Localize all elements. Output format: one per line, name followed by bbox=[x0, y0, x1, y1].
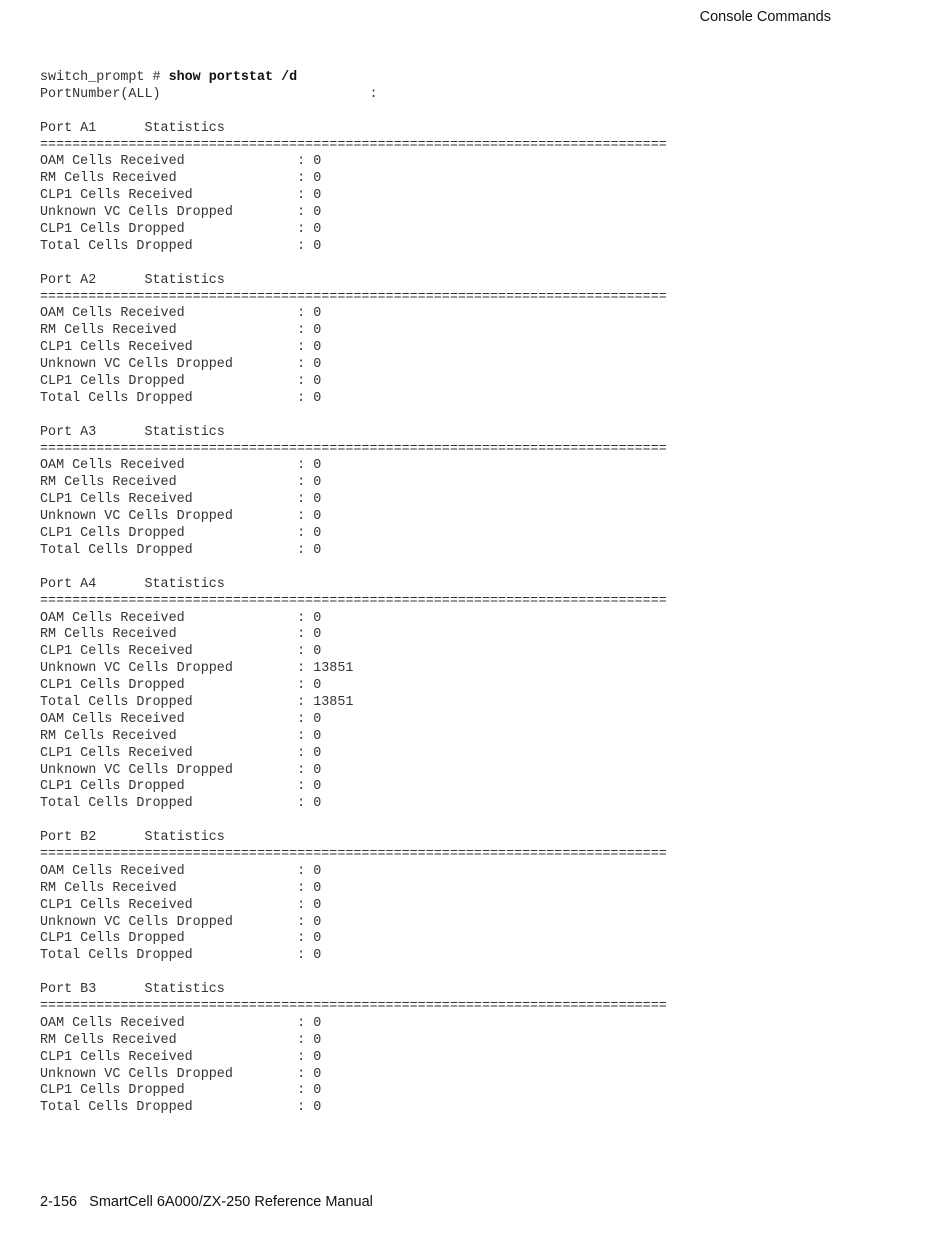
stat-row: Unknown VC Cells Dropped : 0 bbox=[40, 205, 322, 221]
stat-row: CLP1 Cells Received : 0 bbox=[40, 745, 322, 761]
blank-line bbox=[40, 560, 667, 577]
stat-row: RM Cells Received : 0 bbox=[40, 171, 322, 187]
page-footer: 2-156 SmartCell 6A000/ZX-250 Reference Manual bbox=[40, 1194, 373, 1210]
stat-row: Unknown VC Cells Dropped : 0 bbox=[40, 914, 322, 930]
stat-row: Unknown VC Cells Dropped : 0 bbox=[40, 1066, 322, 1082]
stat-row: CLP1 Cells Dropped : 0 bbox=[40, 222, 322, 238]
section-divider: ============================================================================== bbox=[40, 441, 667, 457]
stat-row: CLP1 Cells Received : 0 bbox=[40, 1049, 322, 1065]
section-divider: ============================================================================== bbox=[40, 289, 667, 305]
stat-row: OAM Cells Received : 0 bbox=[40, 711, 322, 727]
blank-line bbox=[40, 408, 667, 425]
stat-row: Total Cells Dropped : 0 bbox=[40, 542, 322, 558]
stat-row: Unknown VC Cells Dropped : 13851 bbox=[40, 661, 354, 677]
stat-row: OAM Cells Received : 0 bbox=[40, 458, 322, 474]
section-divider: ============================================================================== bbox=[40, 137, 667, 153]
section-title: Port A3 Statistics bbox=[40, 424, 225, 440]
blank-line bbox=[40, 813, 667, 830]
section-title: Port B3 Statistics bbox=[40, 982, 225, 998]
section-divider: ============================================================================== bbox=[40, 593, 667, 609]
stat-row: OAM Cells Received : 0 bbox=[40, 863, 322, 879]
section-divider: ============================================================================== bbox=[40, 998, 667, 1014]
stat-row: CLP1 Cells Received : 0 bbox=[40, 188, 322, 204]
port-section bbox=[40, 830, 667, 982]
stat-row: OAM Cells Received : 0 bbox=[40, 610, 322, 626]
stat-row: Total Cells Dropped : 0 bbox=[40, 948, 322, 964]
stat-row: Total Cells Dropped : 13851 bbox=[40, 694, 354, 710]
running-header-title: Console Commands bbox=[699, 9, 831, 25]
stat-row: CLP1 Cells Received : 0 bbox=[40, 340, 322, 356]
stat-row: CLP1 Cells Received : 0 bbox=[40, 644, 322, 660]
stat-row: Unknown VC Cells Dropped : 0 bbox=[40, 357, 322, 373]
stat-row: OAM Cells Received : 0 bbox=[40, 154, 322, 170]
param-label: PortNumber(ALL) bbox=[40, 86, 161, 102]
stat-row: Total Cells Dropped : 0 bbox=[40, 796, 322, 812]
stat-row: OAM Cells Received : 0 bbox=[40, 1015, 322, 1031]
stat-row: CLP1 Cells Dropped : 0 bbox=[40, 374, 322, 390]
section-divider: ============================================================================== bbox=[40, 846, 667, 862]
stat-row: CLP1 Cells Dropped : 0 bbox=[40, 1083, 322, 1099]
blank-line bbox=[40, 965, 667, 982]
port-section bbox=[40, 577, 667, 830]
port-section bbox=[40, 273, 667, 425]
stat-row: RM Cells Received : 0 bbox=[40, 728, 322, 744]
stat-row: CLP1 Cells Dropped : 0 bbox=[40, 931, 322, 947]
stat-row: RM Cells Received : 0 bbox=[40, 880, 322, 896]
stat-row: CLP1 Cells Dropped : 0 bbox=[40, 779, 322, 795]
port-section bbox=[40, 425, 667, 577]
blank-line bbox=[40, 104, 667, 121]
console-output bbox=[40, 70, 667, 1117]
stat-row: Total Cells Dropped : 0 bbox=[40, 1100, 322, 1116]
section-title: Port B2 Statistics bbox=[40, 830, 225, 846]
section-title: Port A1 Statistics bbox=[40, 120, 225, 136]
section-title: Port A4 Statistics bbox=[40, 576, 225, 592]
stat-row: CLP1 Cells Received : 0 bbox=[40, 897, 322, 913]
command-text: show portstat /d bbox=[168, 70, 298, 85]
stat-row: RM Cells Received : 0 bbox=[40, 475, 322, 491]
stat-row: Unknown VC Cells Dropped : 0 bbox=[40, 509, 322, 525]
param-line bbox=[40, 87, 667, 104]
stat-row: CLP1 Cells Dropped : 0 bbox=[40, 678, 322, 694]
stat-row: Unknown VC Cells Dropped : 0 bbox=[40, 762, 322, 778]
port-section bbox=[40, 982, 667, 1117]
stat-row: Total Cells Dropped : 0 bbox=[40, 390, 322, 406]
stat-row: RM Cells Received : 0 bbox=[40, 627, 322, 643]
command-line bbox=[40, 70, 667, 87]
port-section bbox=[40, 121, 667, 273]
command-prompt: switch_prompt # bbox=[40, 70, 169, 85]
stat-row: RM Cells Received : 0 bbox=[40, 323, 322, 339]
blank-line bbox=[40, 256, 667, 273]
stat-row: OAM Cells Received : 0 bbox=[40, 306, 322, 322]
stat-row: RM Cells Received : 0 bbox=[40, 1032, 322, 1048]
stat-row: CLP1 Cells Received : 0 bbox=[40, 492, 322, 508]
stat-row: CLP1 Cells Dropped : 0 bbox=[40, 526, 322, 542]
section-title: Port A2 Statistics bbox=[40, 272, 225, 288]
stat-row: Total Cells Dropped : 0 bbox=[40, 238, 322, 254]
param-colon: : bbox=[369, 86, 378, 102]
